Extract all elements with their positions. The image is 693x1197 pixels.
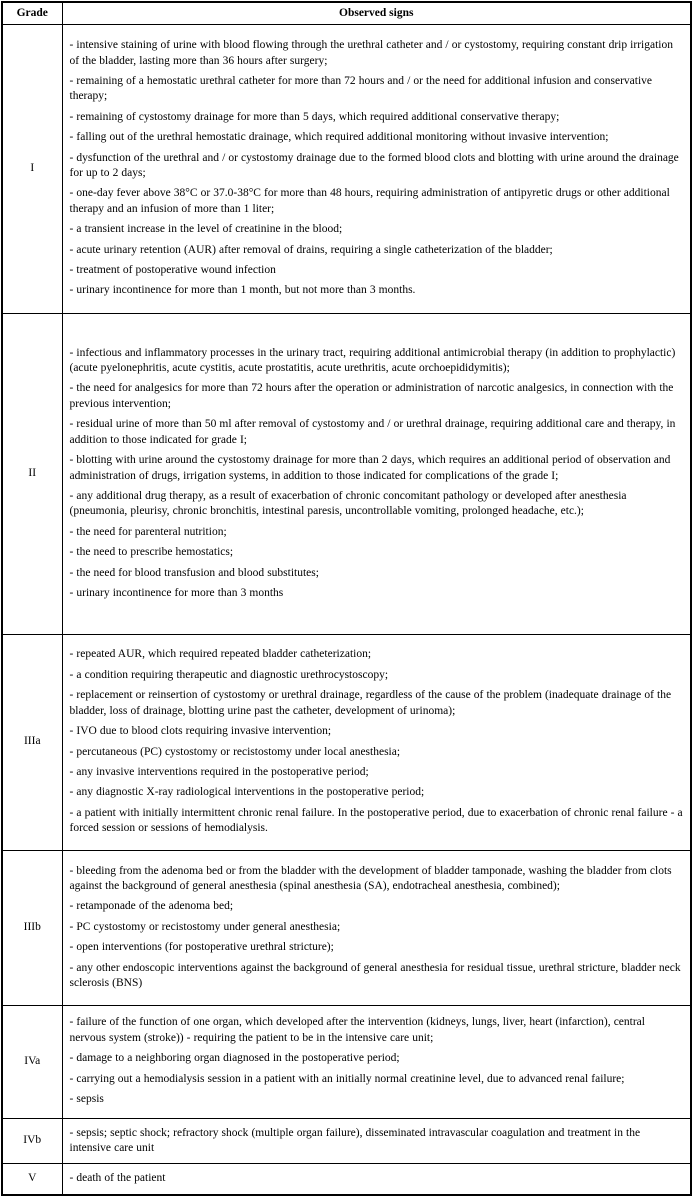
observed-sign-item: - sepsis (69, 1093, 104, 1106)
observed-signs-cell (62, 634, 691, 850)
observed-sign-item: - a patient with initially intermittent chronic renal failure. In the postoperative period, due to exacerbation of chronic renal failure - a forced session or sessions of hemodialysis. (69, 806, 683, 835)
table-row (2, 1118, 691, 1164)
grade-cell (2, 634, 62, 850)
table-row (2, 24, 691, 313)
grade-cell (2, 24, 62, 313)
grade-label: IVb (23, 1134, 42, 1147)
table-row (2, 1005, 691, 1118)
observed-sign-item: - intensive staining of urine with blood flowing through the urethral catheter and / or cystostomy, requiring constant drip irrigation of the bladder, lasting more than 36 hours after surgery; (69, 39, 673, 67)
header-row (2, 2, 691, 24)
table-header (2, 2, 691, 24)
grade-label: II (28, 466, 37, 479)
observed-sign-item: - acute urinary retention (AUR) after removal of drains, requiring a single catheterization of the bladder; (69, 243, 553, 256)
observed-signs-cell (62, 313, 691, 634)
observed-sign-item: - any other endoscopic interventions against the background of general anesthesia for residual tissue, urethral stricture, bladder neck sclerosis (BNS) (69, 961, 681, 990)
observed-sign-item: - dysfunction of the urethral and / or cystostomy drainage due to the formed blood clots and blotting with urine around the drainage for up to 2 days; (69, 151, 679, 179)
observed-sign-item: - falling out of the urethral hemostatic drainage, which required additional monitoring without invasive intervention; (69, 131, 609, 144)
observed-sign-item: - blotting with urine around the cystostomy drainage for more than 2 days, which requires an additional period of observation and administration of drugs, irrigation systems, in addition to those indicated for complications of the grade I; (69, 454, 671, 482)
grade-label: IVa (24, 1054, 41, 1067)
grade-classification-table (1, 1, 692, 1196)
observed-sign-item: - the need to prescribe hemostatics; (69, 546, 234, 559)
grade-cell (2, 1118, 62, 1164)
observed-sign-item: - remaining of a hemostatic urethral catheter for more than 72 hours and / or the need for additional infusion and conservative therapy; (69, 74, 653, 103)
observed-sign-item: - repeated AUR, which required repeated bladder catheterization; (69, 648, 372, 661)
observed-sign-item: - any diagnostic X-ray radiological interventions in the postoperative period; (69, 786, 425, 799)
observed-signs-cell (62, 1118, 691, 1164)
observed-sign-item: - death of the patient (69, 1172, 166, 1185)
grade-cell (2, 313, 62, 634)
table-row (2, 634, 691, 850)
observed-sign-item: - failure of the function of one organ, which developed after the intervention (kidneys, lungs, liver, heart (infarction), central nervous system (stroke)) - requiring the patient to be in the intensive care unit; (69, 1016, 645, 1044)
observed-sign-item: - sepsis; septic shock; refractory shock (multiple organ failure), disseminated intravascular coagulation and treatment in the intensive care unit (69, 1126, 641, 1154)
grade-label: IIIb (23, 920, 41, 933)
observed-signs-cell (62, 24, 691, 313)
observed-sign-item: - residual urine of more than 50 ml after removal of cystostomy and / or urethral drainage, requiring additional care and therapy, in addition to those indicated for grade I; (69, 418, 676, 446)
observed-sign-item: - replacement or reinsertion of cystostomy or urethral drainage, regardless of the cause of the problem (inadequate drainage of the bladder, loss of drainage, blotting urine past the catheter, development of urinoma); (69, 689, 672, 717)
observed-sign-item: - the need for analgesics for more than 72 hours after the operation or administration of narcotic analgesics, in connection with the previous intervention; (69, 382, 674, 410)
grade-label: IIIa (23, 735, 41, 748)
grade-cell (2, 1164, 62, 1195)
observed-sign-item: - carrying out a hemodialysis session in a patient with an initially normal creatinine level, due to advanced renal failure; (69, 1072, 625, 1085)
observed-sign-item: - a transient increase in the level of creatinine in the blood; (69, 223, 343, 236)
observed-sign-item: - urinary incontinence for more than 3 months (69, 586, 284, 599)
observed-signs-column-header: Observed signs (62, 2, 691, 24)
observed-sign-item: - open interventions (for postoperative urethral stricture); (69, 941, 334, 954)
observed-sign-item: - the need for parenteral nutrition; (69, 525, 227, 538)
grade-label: V (28, 1172, 37, 1185)
observed-sign-item: - infectious and inflammatory processes in the urinary tract, requiring additional antimicrobial therapy (in addition to prophylactic) (acute pyelonephritis, acute cystitis, acute prostatitis, acute urethritis, acute orchoepididymitis); (69, 346, 676, 375)
grade-label: I (30, 161, 35, 174)
observed-sign-item: - any invasive interventions required in the postoperative period; (69, 765, 369, 778)
observed-sign-item: - a condition requiring therapeutic and diagnostic urethrocystoscopy; (69, 668, 389, 681)
grade-cell (2, 850, 62, 1005)
observed-signs-cell (62, 1164, 691, 1195)
observed-sign-item: - IVO due to blood clots requiring invasive intervention; (69, 725, 332, 738)
grade-table-body (2, 24, 691, 1195)
observed-sign-item: - retamponade of the adenoma bed; (69, 900, 234, 913)
table-row (2, 313, 691, 634)
observed-sign-item: - remaining of cystostomy drainage for more than 5 days, which required additional conservative therapy; (69, 110, 560, 123)
observed-sign-item: - bleeding from the adenoma bed or from the bladder with the development of bladder tamponade, washing the bladder from clots against the background of general anesthesia (spinal anesthesia (SA), endotracheal anesthesia, combined); (69, 864, 672, 892)
observed-sign-item: - urinary incontinence for more than 1 month, but not more than 3 months. (69, 284, 416, 297)
grade-cell (2, 1005, 62, 1118)
observed-sign-item: - the need for blood transfusion and blood substitutes; (69, 566, 319, 579)
observed-sign-item: - damage to a neighboring organ diagnosed in the postoperative period; (69, 1052, 400, 1065)
observed-sign-item: - one-day fever above 38°C or 37.0-38°C for more than 48 hours, requiring administration of antipyretic drugs or other additional therapy and an infusion of more than 1 liter; (69, 187, 670, 215)
table-row (2, 1164, 691, 1195)
observed-sign-item: - PC cystostomy or recistostomy under general anesthesia; (69, 920, 341, 933)
observed-signs-cell (62, 1005, 691, 1118)
grade-column-header: Grade (2, 2, 62, 24)
table-row (2, 850, 691, 1005)
observed-sign-item: - treatment of postoperative wound infection (69, 264, 276, 277)
observed-signs-cell (62, 850, 691, 1005)
observed-sign-item: - any additional drug therapy, as a result of exacerbation of chronic concomitant pathology or developed after anesthesia (pneumonia, pleurisy, chronic bronchitis, intestinal paresis, uncontrollable vomiting, prolonged headache, etc.); (69, 489, 627, 518)
observed-sign-item: - percutaneous (PC) cystostomy or recistostomy under local anesthesia; (69, 745, 401, 758)
